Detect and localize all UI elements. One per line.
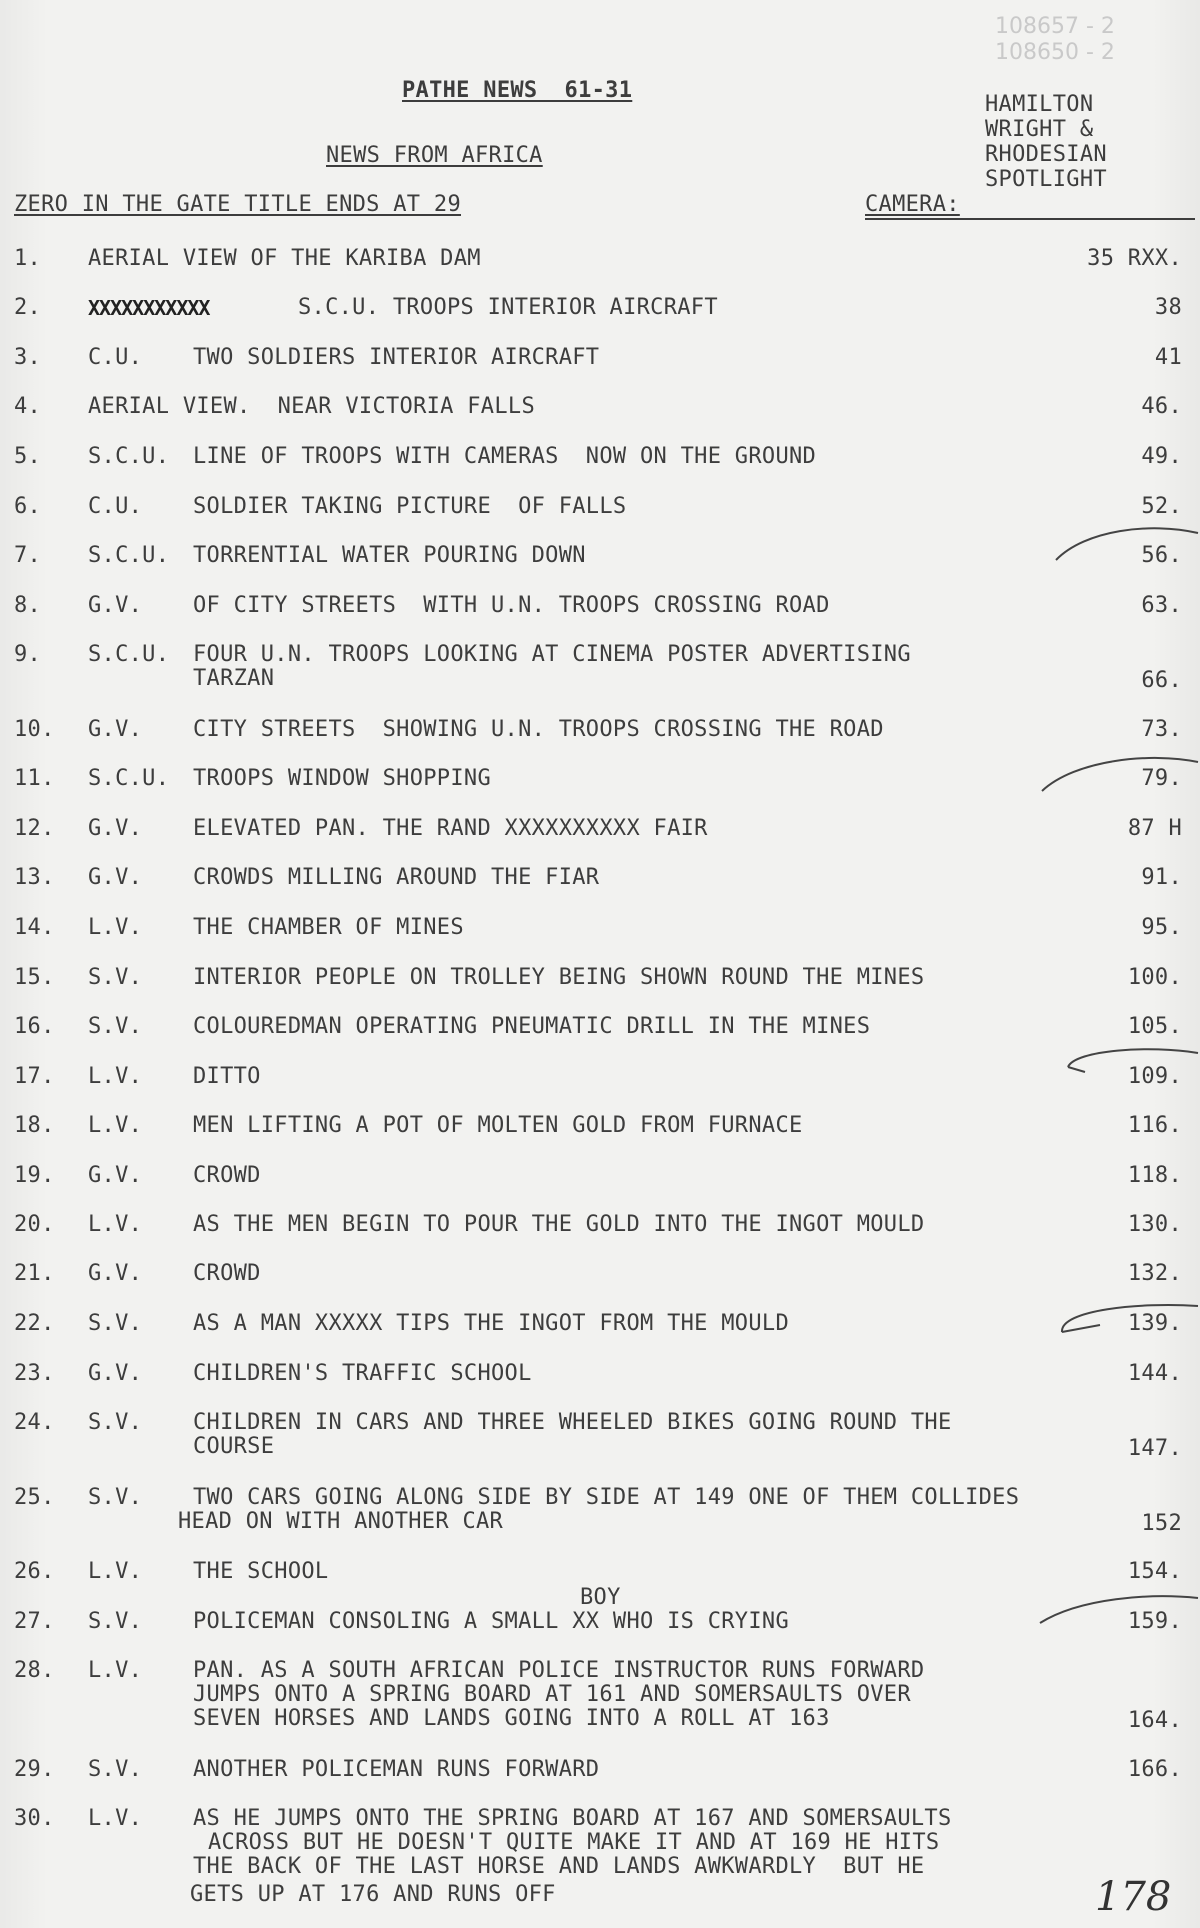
shot-type: S.C.U. — [88, 766, 170, 791]
shot-number: 28. — [14, 1658, 55, 1683]
shot-description-line: JUMPS ONTO A SPRING BOARD AT 161 AND SOMERSAULTS OVER — [193, 1682, 911, 1707]
shot-number: 10. — [14, 717, 55, 742]
footage-count: 63. — [1141, 593, 1182, 618]
shot-description-line: CROWD — [193, 1261, 261, 1286]
footage-count: 139. — [1127, 1311, 1182, 1336]
shot-number: 16. — [14, 1014, 55, 1039]
shot-number: 30. — [14, 1806, 55, 1831]
pencil-arc-shot-17 — [1068, 1049, 1198, 1072]
shot-description-line: CROWD — [193, 1163, 261, 1188]
shot-number: 4. — [14, 394, 42, 419]
shot-description-line: TROOPS WINDOW SHOPPING — [193, 766, 491, 791]
shot-type: S.V. — [88, 1757, 143, 1782]
footage-count: 144. — [1127, 1361, 1182, 1386]
shot-description-line: LINE OF TROOPS WITH CAMERAS NOW ON THE GROUND — [193, 444, 817, 469]
shot-type: S.V. — [88, 1485, 143, 1510]
footage-count: 109. — [1127, 1064, 1182, 1089]
shot-number: 15. — [14, 965, 55, 990]
shot-type: S.V. — [88, 1410, 143, 1435]
footage-count: 56. — [1141, 543, 1182, 568]
shot-description-line: CHILDREN IN CARS AND THREE WHEELED BIKES GOING ROUND THE — [193, 1410, 952, 1435]
shot-number: 21. — [14, 1261, 55, 1286]
shot-type: L.V. — [88, 1212, 143, 1237]
shot-type: L.V. — [88, 1658, 143, 1683]
shot-description-line: ELEVATED PAN. THE RAND XXXXXXXXXX FAIR — [193, 816, 708, 841]
shot-type: L.V. — [88, 1806, 143, 1831]
shot-number: 23. — [14, 1361, 55, 1386]
shot-description-line: SOLDIER TAKING PICTURE OF FALLS — [193, 494, 627, 519]
shot-description-line: THE SCHOOL — [193, 1559, 329, 1584]
shot-description-line: DITTO — [193, 1064, 261, 1089]
handwritten-178: 178 — [1095, 1874, 1172, 1920]
shot-type: G.V. — [88, 816, 143, 841]
shot-type: G.V. — [88, 1261, 143, 1286]
shot-number: 3. — [14, 345, 42, 370]
shot-description-line: CROWDS MILLING AROUND THE FIAR — [193, 865, 600, 890]
shot-number: 24. — [14, 1410, 55, 1435]
shot-description-line: PAN. AS A SOUTH AFRICAN POLICE INSTRUCTOR RUNS FORWARD — [193, 1658, 925, 1683]
shot-number: 1. — [14, 246, 42, 271]
shot-number: 9. — [14, 642, 42, 667]
footage-count: 95. — [1141, 915, 1182, 940]
shot-description-line: CHILDREN'S TRAFFIC SCHOOL — [193, 1361, 532, 1386]
pencil-arc-shot-11 — [1042, 758, 1198, 791]
footage-count: 147. — [1127, 1436, 1182, 1461]
shot-description-line: GETS UP AT 176 AND RUNS OFF — [190, 1882, 556, 1907]
footage-count: 79. — [1141, 766, 1182, 791]
shot-description-line: TARZAN — [193, 666, 275, 691]
shot-number: 2. — [14, 295, 42, 320]
footage-count: 100. — [1127, 965, 1182, 990]
shot-number: 25. — [14, 1485, 55, 1510]
footage-count: 41 — [1154, 345, 1182, 370]
shot-description-line: AERIAL VIEW OF THE KARIBA DAM — [88, 246, 481, 271]
footage-count: 154. — [1127, 1559, 1182, 1584]
shot-description-line: AS A MAN XXXXX TIPS THE INGOT FROM THE MOULD — [193, 1311, 789, 1336]
shot-number: 18. — [14, 1113, 55, 1138]
shot-description-line: AERIAL VIEW. NEAR VICTORIA FALLS — [88, 394, 535, 419]
shot-type: S.C.U. — [88, 642, 170, 667]
shot-description-line: OF CITY STREETS WITH U.N. TROOPS CROSSING ROAD — [193, 593, 830, 618]
shot-description-line: CITY STREETS SHOWING U.N. TROOPS CROSSING THE ROAD — [193, 717, 884, 742]
pencil-arc-shot-27 — [1040, 1596, 1198, 1623]
shot-description-line: THE CHAMBER OF MINES — [193, 915, 464, 940]
shot-type: S.C.U. — [88, 444, 170, 469]
zero-gate-line: ZERO IN THE GATE TITLE ENDS AT 29 — [14, 192, 461, 217]
shot-type: C.U. — [88, 345, 143, 370]
footage-count: 73. — [1141, 717, 1182, 742]
sponsor-line-1: HAMILTON — [985, 92, 1094, 117]
shot-description-line: AS HE JUMPS ONTO THE SPRING BOARD AT 167 AND SOMERSAULTS — [193, 1806, 952, 1831]
shot-number: 22. — [14, 1311, 55, 1336]
shot-number: 19. — [14, 1163, 55, 1188]
footage-count: 52. — [1141, 494, 1182, 519]
footage-count: 130. — [1127, 1212, 1182, 1237]
shot-number: 27. — [14, 1609, 55, 1634]
shot-description-line: TWO SOLDIERS INTERIOR AIRCRAFT — [193, 345, 600, 370]
shot-type: G.V. — [88, 717, 143, 742]
shot-type: L.V. — [88, 1064, 143, 1089]
footage-count: 66. — [1141, 668, 1182, 693]
footage-count: 118. — [1127, 1163, 1182, 1188]
shot-description-line: AS THE MEN BEGIN TO POUR THE GOLD INTO THE INGOT MOULD — [193, 1212, 925, 1237]
shot-number: 13. — [14, 865, 55, 890]
footage-count: 46. — [1141, 394, 1182, 419]
shot-description-line: ACROSS BUT HE DOESN'T QUITE MAKE IT AND AT 169 HE HITS — [208, 1830, 940, 1855]
shot-description-line: INTERIOR PEOPLE ON TROLLEY BEING SHOWN ROUND THE MINES — [193, 965, 925, 990]
shot-type: L.V. — [88, 915, 143, 940]
footage-count: 132. — [1127, 1261, 1182, 1286]
shot-description-line: TWO CARS GOING ALONG SIDE BY SIDE AT 149 ONE OF THEM COLLIDES — [193, 1485, 1020, 1510]
shot-type: L.V. — [88, 1559, 143, 1584]
shot-number: 7. — [14, 543, 42, 568]
archive-stamp-line-1: 108657 - 2 — [995, 14, 1115, 39]
page-subtitle: NEWS FROM AFRICA — [326, 143, 543, 168]
shot-description-line: TORRENTIAL WATER POURING DOWN — [193, 543, 586, 568]
shot-number: 14. — [14, 915, 55, 940]
sponsor-line-2: WRIGHT & — [985, 117, 1094, 142]
shot-number: 26. — [14, 1559, 55, 1584]
shot-number: 20. — [14, 1212, 55, 1237]
shot-number: 6. — [14, 494, 42, 519]
shot-description-line: POLICEMAN CONSOLING A SMALL XX WHO IS CRYING — [193, 1609, 789, 1634]
typed-insertion: BOY — [580, 1585, 621, 1610]
shot-type: S.V. — [88, 1609, 143, 1634]
shot-type: G.V. — [88, 593, 143, 618]
shot-type: G.V. — [88, 1361, 143, 1386]
shot-description-line: COLOUREDMAN OPERATING PNEUMATIC DRILL IN THE MINES — [193, 1014, 871, 1039]
shot-type: S.C.U. — [88, 543, 170, 568]
shot-number: 29. — [14, 1757, 55, 1782]
footage-count: 91. — [1141, 865, 1182, 890]
footage-count: 49. — [1141, 444, 1182, 469]
shot-number: 12. — [14, 816, 55, 841]
footage-count: 87 H — [1127, 816, 1182, 841]
footage-count: 159. — [1127, 1609, 1182, 1634]
shot-description-line: S.C.U. TROOPS INTERIOR AIRCRAFT — [298, 295, 718, 320]
footage-count: 116. — [1127, 1113, 1182, 1138]
shot-description-line: COURSE — [193, 1434, 275, 1459]
page-title: PATHE NEWS 61-31 — [402, 78, 633, 103]
shot-number: 8. — [14, 593, 42, 618]
shot-description-line: HEAD ON WITH ANOTHER CAR — [178, 1509, 504, 1534]
shot-type: G.V. — [88, 865, 143, 890]
footage-count: 35 RXX. — [1087, 246, 1182, 271]
sponsor-line-4: SPOTLIGHT — [985, 167, 1107, 192]
shot-description-line: ANOTHER POLICEMAN RUNS FORWARD — [193, 1757, 600, 1782]
shot-description-line: MEN LIFTING A POT OF MOLTEN GOLD FROM FURNACE — [193, 1113, 803, 1138]
shot-type: S.V. — [88, 965, 143, 990]
pencil-arc-shot-7 — [1056, 528, 1198, 560]
shot-number: 17. — [14, 1064, 55, 1089]
pencil-arc-shot-22 — [1062, 1305, 1198, 1332]
shot-description-line: SEVEN HORSES AND LANDS GOING INTO A ROLL AT 163 — [193, 1706, 830, 1731]
shot-type: S.V. — [88, 1311, 143, 1336]
shot-number: 11. — [14, 766, 55, 791]
shot-type: S.V. — [88, 1014, 143, 1039]
shot-type: XXXXXXXXXXX — [88, 296, 210, 320]
camera-label: CAMERA: — [865, 192, 960, 217]
shot-number: 5. — [14, 444, 42, 469]
footage-count: 166. — [1127, 1757, 1182, 1782]
shot-description-line: FOUR U.N. TROOPS LOOKING AT CINEMA POSTER ADVERTISING — [193, 642, 911, 667]
shot-description-line: THE BACK OF THE LAST HORSE AND LANDS AWKWARDLY BUT HE — [193, 1854, 925, 1879]
archive-stamp-line-2: 108650 - 2 — [995, 40, 1115, 65]
footage-count: 105. — [1127, 1014, 1182, 1039]
shot-type: C.U. — [88, 494, 143, 519]
footage-count: 38 — [1154, 295, 1182, 320]
footage-count: 164. — [1127, 1708, 1182, 1733]
shot-type: G.V. — [88, 1163, 143, 1188]
sponsor-line-3: RHODESIAN — [985, 142, 1107, 167]
shot-type: L.V. — [88, 1113, 143, 1138]
footage-count: 152 — [1141, 1511, 1182, 1536]
